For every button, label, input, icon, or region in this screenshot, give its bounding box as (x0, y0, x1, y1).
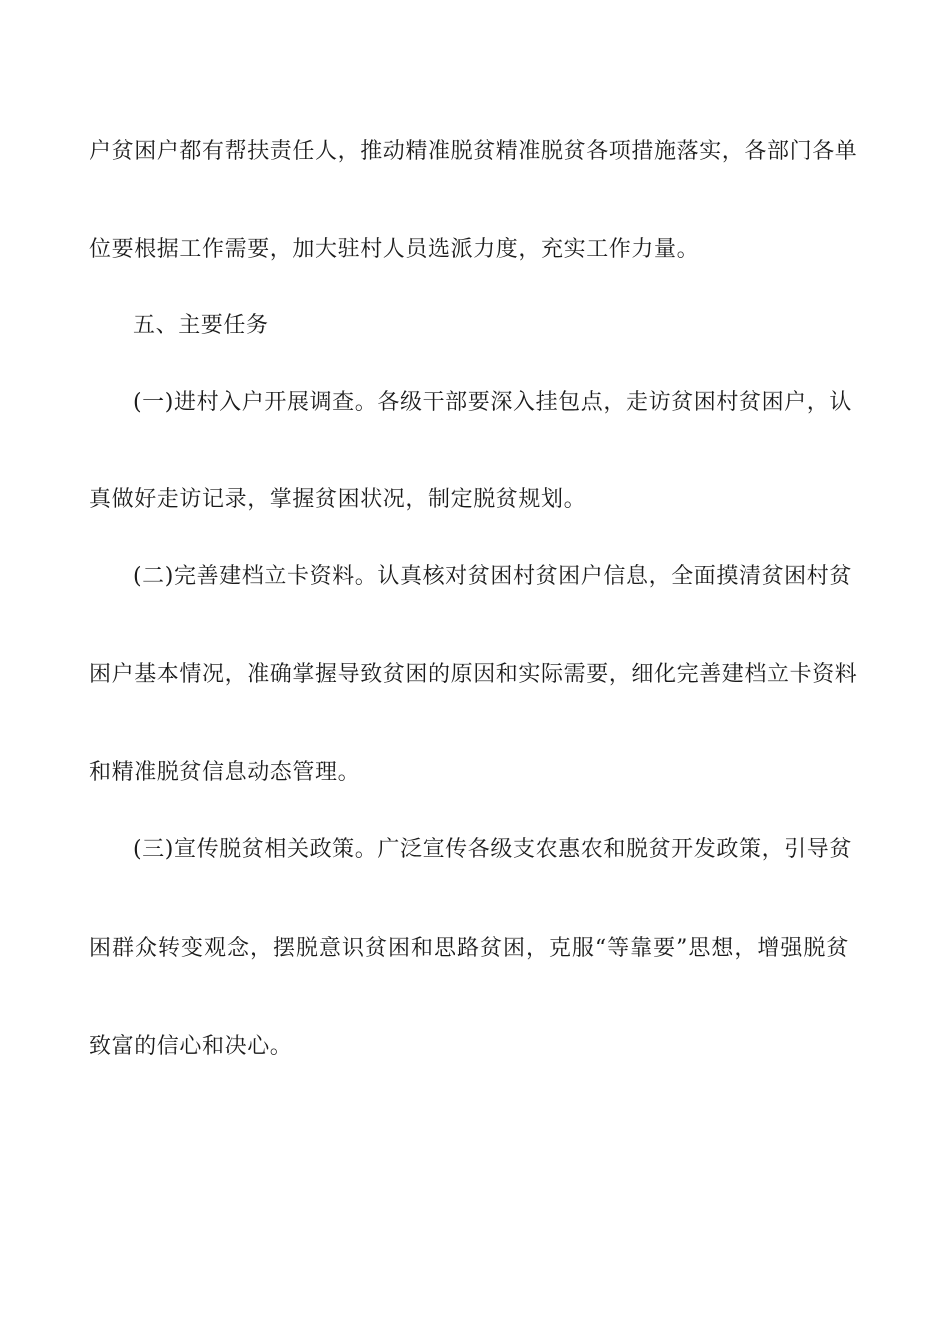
paragraph-line: 户贫困户都有帮扶责任人，推动精准脱贫精准脱贫各项措施落实，各部门各单 (89, 139, 858, 164)
paragraph-line: 致富的信心和决心。 (89, 1034, 293, 1059)
paragraph-line: 位要根据工作需要，加大驻村人员选派力度，充实工作力量。 (89, 237, 700, 262)
section-heading: 五、主要任务 (133, 313, 269, 338)
paragraph-line: (二)完善建档立卡资料。认真核对贫困村贫困户信息，全面摸清贫困村贫 (133, 564, 852, 589)
paragraph-line: 困群众转变观念，摆脱意识贫困和思路贫困，克服“等靠要”思想，增强脱贫 (89, 936, 849, 961)
paragraph-line: 困户基本情况，准确掌握导致贫困的原因和实际需要，细化完善建档立卡资料 (89, 662, 858, 687)
paragraph-line: 和精准脱贫信息动态管理。 (89, 760, 361, 785)
paragraph-line: (三)宣传脱贫相关政策。广泛宣传各级支农惠农和脱贫开发政策，引导贫 (133, 837, 852, 862)
paragraph-line: 真做好走访记录，掌握贫困状况，制定脱贫规划。 (89, 487, 587, 512)
paragraph-line: (一)进村入户开展调查。各级干部要深入挂包点，走访贫困村贫困户，认 (133, 390, 852, 415)
